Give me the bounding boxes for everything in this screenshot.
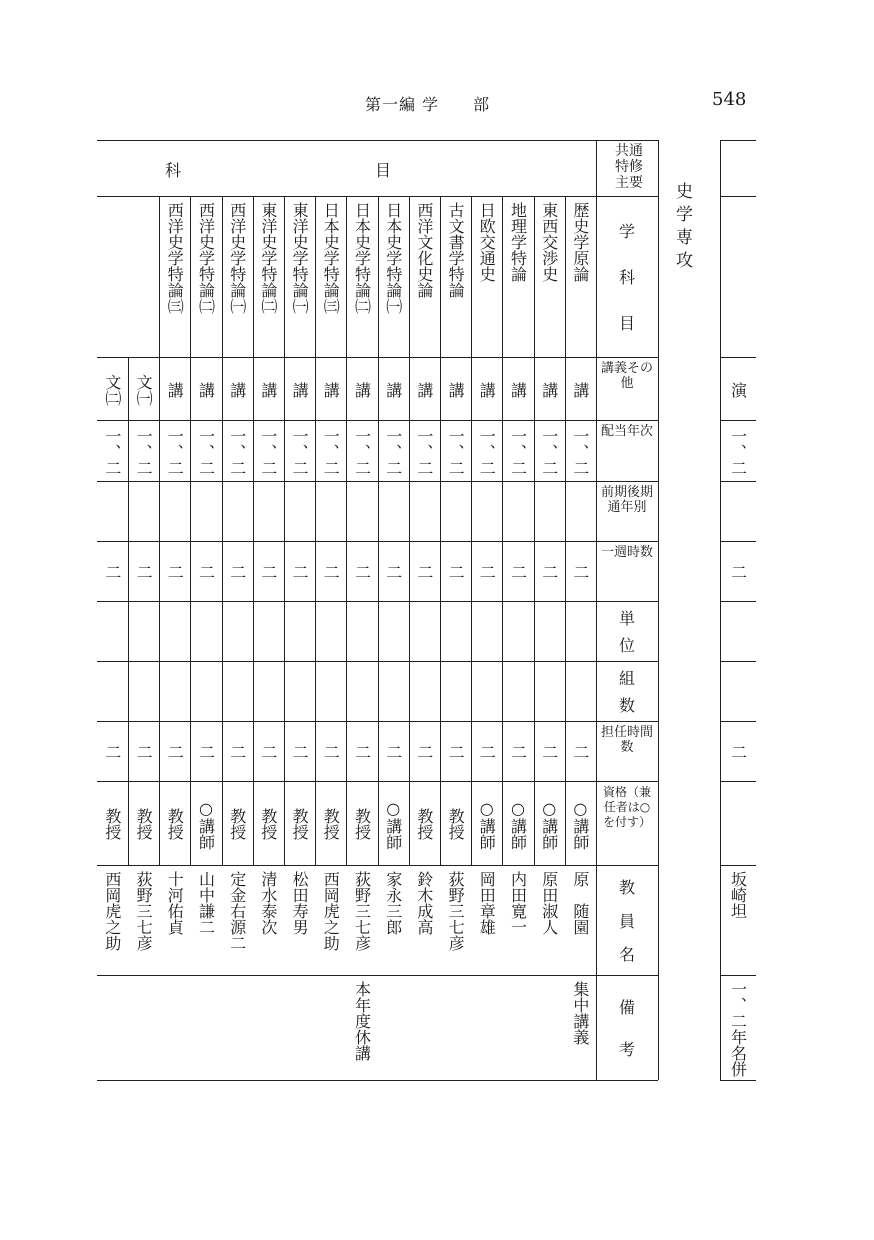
row-type-text: 文㈡ (102, 373, 122, 406)
row-qual-cell (159, 787, 190, 861)
row-year-cell (471, 426, 502, 477)
row-type-cell (128, 363, 159, 416)
row-subject-text: 日欧交通史 (477, 202, 497, 282)
row-subject-text: 日本史学特論㈢ (321, 202, 341, 314)
row-qual-text: 教授 (134, 808, 154, 840)
row-charge-cell (534, 727, 565, 777)
lecture-type-header: 講義その他 (600, 361, 653, 391)
row-teacher-text: 西岡虎之助 (321, 871, 341, 951)
row-subject-cell (315, 202, 346, 353)
row-year-cell (315, 426, 346, 477)
qualification-header: 資格（兼任者は○を付す） (602, 785, 651, 829)
row-type-cell (440, 363, 471, 416)
table-top-rule (97, 140, 658, 141)
side-type-text: 演 (728, 381, 748, 398)
side-teacher-text: 坂崎坦 (728, 871, 748, 919)
row-type-text: 講 (414, 381, 434, 398)
row-type-text: 講 (352, 381, 372, 398)
row-subject-text: 歴史学原論 (570, 202, 590, 282)
row-charge-cell (128, 727, 159, 777)
row-type-text: 講 (383, 381, 403, 398)
row-teacher-cell (565, 871, 596, 971)
row-note-text: 集中講義 (570, 981, 590, 1045)
row-teacher-text: 十河佑貞 (165, 871, 185, 935)
row-qual-text: 教授 (321, 808, 341, 840)
row-hours-cell (502, 547, 533, 597)
row-note-text: 本年度休講 (352, 981, 372, 1061)
row-year-cell (97, 426, 128, 477)
row-teacher-text: 定金右源二 (227, 871, 247, 951)
row-hours-text: 二 (321, 564, 341, 580)
running-head: 第一編 学 部 (365, 95, 491, 114)
row-charge-text: 二 (134, 744, 154, 760)
row-hours-text: 二 (508, 564, 528, 580)
row-charge-text: 二 (539, 744, 559, 760)
side-rule (720, 196, 756, 197)
row-hours-text: 二 (258, 564, 278, 580)
row-qual-cell (97, 787, 128, 861)
category-header-line: 共通 (615, 143, 643, 159)
side-note-cell (720, 981, 756, 1076)
row-charge-cell (346, 727, 377, 777)
side-year-cell (720, 426, 756, 477)
row-year-cell (284, 426, 315, 477)
row-note-cell (565, 981, 596, 1076)
row-type-cell (378, 363, 409, 416)
row-year-cell (378, 426, 409, 477)
table-right-rule (658, 140, 659, 1080)
row-teacher-text: 荻野三七彦 (446, 871, 466, 951)
row-hours-cell (284, 547, 315, 597)
band-rule (97, 975, 658, 976)
side-rule (720, 357, 756, 358)
row-charge-cell (190, 727, 221, 777)
row-type-text: 講 (196, 381, 216, 398)
row-charge-cell (253, 727, 284, 777)
row-subject-text: 東西交渉史 (539, 202, 559, 282)
row-charge-text: 二 (102, 744, 122, 760)
row-qual-text: 教授 (352, 808, 372, 840)
row-type-text: 講 (539, 381, 559, 398)
row-teacher-cell (315, 871, 346, 971)
side-rule (720, 781, 756, 782)
row-hours-text: 二 (102, 564, 122, 580)
row-subject-text: 東洋史学特論㈡ (258, 202, 278, 314)
row-subject-text: 古文書学特論 (446, 202, 466, 298)
row-qual-text: ○講師 (477, 798, 497, 850)
hours-header: 一週時数 (600, 545, 653, 560)
row-charge-text: 二 (477, 744, 497, 760)
teaching-hours-header: 担任時間数 (600, 725, 653, 755)
subject-header-char: 科 (618, 268, 635, 287)
subject-header-char: 学 (618, 222, 635, 241)
row-hours-text: 二 (165, 564, 185, 580)
row-subject-cell (159, 202, 190, 353)
side-rule (720, 541, 756, 542)
row-hours-cell (565, 547, 596, 597)
row-teacher-text: 荻野三七彦 (134, 871, 154, 951)
row-charge-text: 二 (258, 744, 278, 760)
teacher-header (596, 865, 658, 975)
side-hours-cell (720, 547, 756, 597)
row-qual-cell (128, 787, 159, 861)
row-year-cell (253, 426, 284, 477)
row-year-text: 一、二 (165, 427, 185, 476)
row-teacher-text: 原田淑人 (539, 871, 559, 935)
row-teacher-cell (284, 871, 315, 971)
row-hours-cell (97, 547, 128, 597)
row-type-cell (409, 363, 440, 416)
row-year-text: 一、二 (134, 427, 154, 476)
row-subject-cell (440, 202, 471, 353)
groups-header-char: 組 (618, 668, 635, 688)
row-subject-text: 日本史学特論㈠ (383, 202, 403, 314)
row-qual-text: ○講師 (196, 798, 216, 850)
row-type-cell (253, 363, 284, 416)
row-year-cell (190, 426, 221, 477)
row-charge-cell (471, 727, 502, 777)
row-type-cell (315, 363, 346, 416)
row-teacher-cell (346, 871, 377, 971)
groups-header (596, 661, 658, 721)
row-subject-text: 西洋史学特論㈡ (196, 202, 216, 314)
row-subject-text: 日本史学特論㈡ (352, 202, 372, 314)
row-qual-text: 教授 (102, 808, 122, 840)
row-type-text: 講 (508, 381, 528, 398)
row-teacher-cell (159, 871, 190, 971)
row-hours-cell (159, 547, 190, 597)
row-teacher-cell (190, 871, 221, 971)
row-charge-text: 二 (321, 744, 341, 760)
row-qual-text: 教授 (165, 808, 185, 840)
row-year-cell (159, 426, 190, 477)
page-number: 548 (712, 89, 747, 110)
row-qual-text: ○講師 (570, 798, 590, 850)
row-year-cell (128, 426, 159, 477)
row-year-text: 一、二 (102, 427, 122, 476)
row-hours-text: 二 (134, 564, 154, 580)
row-year-cell (534, 426, 565, 477)
row-teacher-cell (534, 871, 565, 971)
row-teacher-text: 荻野三七彦 (352, 871, 372, 951)
row-subject-text: 西洋史学特論㈢ (165, 202, 185, 314)
row-year-cell (565, 426, 596, 477)
row-subject-cell (409, 202, 440, 353)
row-hours-text: 二 (227, 564, 247, 580)
row-year-text: 一、二 (383, 427, 403, 476)
row-charge-cell (378, 727, 409, 777)
row-qual-cell (284, 787, 315, 861)
subject-header-char: 目 (618, 314, 635, 333)
row-subject-cell (502, 202, 533, 353)
row-subject-cell (222, 202, 253, 353)
term-header: 前期後期通年別 (600, 485, 653, 515)
row-qual-text: ○講師 (539, 798, 559, 850)
teacher-header-char: 名 (618, 944, 635, 964)
teacher-header-char: 員 (618, 911, 635, 931)
side-teacher-cell (720, 871, 756, 971)
row-year-cell (222, 426, 253, 477)
row-qual-cell (565, 787, 596, 861)
row-subject-text: 西洋史学特論㈠ (227, 202, 247, 314)
row-teacher-text: 松田寿男 (290, 871, 310, 935)
row-teacher-text: 内田寛一 (508, 871, 528, 935)
side-rule (720, 975, 756, 976)
row-year-text: 一、二 (352, 427, 372, 476)
row-teacher-text: 原 随園 (570, 871, 590, 935)
row-charge-text: 二 (446, 744, 466, 760)
row-teacher-text: 山中謙二 (196, 871, 216, 935)
row-year-text: 一、二 (227, 427, 247, 476)
row-qual-cell (502, 787, 533, 861)
row-teacher-cell (440, 871, 471, 971)
row-hours-cell (378, 547, 409, 597)
row-charge-cell (565, 727, 596, 777)
row-teacher-cell (128, 871, 159, 971)
row-year-cell (502, 426, 533, 477)
side-charge-cell (720, 727, 756, 777)
row-teacher-cell (502, 871, 533, 971)
row-charge-cell (315, 727, 346, 777)
row-type-cell (471, 363, 502, 416)
row-subject-cell (565, 202, 596, 353)
row-charge-cell (97, 727, 128, 777)
row-charge-cell (284, 727, 315, 777)
row-year-cell (440, 426, 471, 477)
row-subject-cell (471, 202, 502, 353)
row-subject-cell (190, 202, 221, 353)
subject-header (596, 196, 658, 357)
row-type-text: 講 (321, 381, 341, 398)
row-type-text: 講 (290, 381, 310, 398)
row-hours-text: 二 (414, 564, 434, 580)
side-rule (720, 601, 756, 602)
row-hours-cell (440, 547, 471, 597)
row-subject-cell (253, 202, 284, 353)
row-year-text: 一、二 (196, 427, 216, 476)
row-year-text: 一、二 (290, 427, 310, 476)
row-teacher-cell (97, 871, 128, 971)
row-qual-cell (409, 787, 440, 861)
row-type-cell (190, 363, 221, 416)
side-type-cell (720, 363, 756, 416)
row-type-cell (502, 363, 533, 416)
row-type-cell (222, 363, 253, 416)
remarks-header-char: 考 (618, 1040, 635, 1060)
row-qual-cell (253, 787, 284, 861)
units-header (596, 601, 658, 661)
row-hours-cell (253, 547, 284, 597)
band-rule (97, 865, 658, 866)
row-charge-cell (222, 727, 253, 777)
row-teacher-text: 鈴木成高 (414, 871, 434, 935)
row-year-text: 一、二 (570, 427, 590, 476)
row-qual-cell (378, 787, 409, 861)
row-year-text: 一、二 (539, 427, 559, 476)
row-type-cell (534, 363, 565, 416)
row-qual-cell (534, 787, 565, 861)
row-type-cell (159, 363, 190, 416)
remarks-header (596, 975, 658, 1080)
row-year-text: 一、二 (414, 427, 434, 476)
row-type-text: 講 (165, 381, 185, 398)
row-year-text: 一、二 (508, 427, 528, 476)
row-teacher-cell (378, 871, 409, 971)
row-type-text: 講 (227, 381, 247, 398)
row-hours-cell (534, 547, 565, 597)
section-label: 史学専攻 (672, 182, 692, 274)
row-charge-text: 二 (508, 744, 528, 760)
row-hours-text: 二 (290, 564, 310, 580)
row-type-text: 講 (570, 381, 590, 398)
row-charge-text: 二 (290, 744, 310, 760)
row-charge-text: 二 (227, 744, 247, 760)
row-qual-cell (190, 787, 221, 861)
table-bottom-rule (97, 1080, 658, 1081)
row-subject-text: 西洋文化史論 (414, 202, 434, 298)
row-type-cell (565, 363, 596, 416)
row-hours-text: 二 (352, 564, 372, 580)
side-year-text: 一、二 (728, 427, 748, 476)
side-rule (720, 721, 756, 722)
row-subject-text: 東洋史学特論㈠ (290, 202, 310, 314)
row-charge-text: 二 (352, 744, 372, 760)
row-year-text: 一、二 (477, 427, 497, 476)
row-type-text: 講 (446, 381, 466, 398)
row-teacher-text: 家永三郎 (383, 871, 403, 935)
row-subject-cell (284, 202, 315, 353)
row-teacher-cell (471, 871, 502, 971)
row-qual-text: 教授 (227, 808, 247, 840)
row-charge-cell (502, 727, 533, 777)
row-hours-text: 二 (539, 564, 559, 580)
row-charge-text: 二 (196, 744, 216, 760)
row-teacher-cell (253, 871, 284, 971)
row-hours-cell (315, 547, 346, 597)
row-qual-cell (346, 787, 377, 861)
row-hours-text: 二 (446, 564, 466, 580)
row-year-text: 一、二 (321, 427, 341, 476)
year-header: 配当年次 (600, 424, 653, 439)
row-year-text: 一、二 (258, 427, 278, 476)
row-qual-cell (222, 787, 253, 861)
side-top-rule (720, 140, 756, 141)
row-type-text: 文㈠ (134, 373, 154, 406)
row-qual-cell (471, 787, 502, 861)
row-note-cell (346, 981, 377, 1076)
row-type-cell (346, 363, 377, 416)
row-subject-cell (346, 202, 377, 353)
row-type-cell (284, 363, 315, 416)
row-hours-cell (409, 547, 440, 597)
row-hours-text: 二 (477, 564, 497, 580)
row-teacher-cell (409, 871, 440, 971)
row-teacher-cell (222, 871, 253, 971)
row-subject-cell (534, 202, 565, 353)
side-bottom-rule (720, 1080, 756, 1081)
row-charge-cell (440, 727, 471, 777)
side-rule (720, 420, 756, 421)
row-hours-cell (128, 547, 159, 597)
category-header (603, 143, 655, 191)
row-qual-cell (440, 787, 471, 861)
category-header-line: 特修 (615, 159, 643, 175)
side-charge-text: 二 (728, 744, 748, 760)
row-hours-cell (471, 547, 502, 597)
kamoku-header-right: 目 (375, 161, 392, 180)
side-rule (720, 865, 756, 866)
row-teacher-text: 清水泰次 (258, 871, 278, 935)
side-note-text: 一、二年名併 (728, 981, 748, 1077)
row-type-cell (97, 363, 128, 416)
units-header-char: 位 (618, 636, 635, 656)
row-hours-cell (222, 547, 253, 597)
remarks-header-char: 備 (618, 997, 635, 1017)
row-hours-text: 二 (570, 564, 590, 580)
side-hours-text: 二 (728, 564, 748, 580)
row-hours-cell (346, 547, 377, 597)
row-charge-text: 二 (383, 744, 403, 760)
row-hours-cell (190, 547, 221, 597)
row-qual-text: ○講師 (383, 798, 403, 850)
row-qual-cell (315, 787, 346, 861)
row-year-text: 一、二 (446, 427, 466, 476)
row-qual-text: ○講師 (508, 798, 528, 850)
row-hours-text: 二 (383, 564, 403, 580)
groups-header-char: 数 (618, 696, 635, 716)
row-subject-text: 地理学特論 (508, 202, 528, 282)
row-qual-text: 教授 (414, 808, 434, 840)
row-hours-text: 二 (196, 564, 216, 580)
row-charge-cell (159, 727, 190, 777)
row-qual-text: 教授 (290, 808, 310, 840)
row-charge-text: 二 (414, 744, 434, 760)
row-charge-cell (409, 727, 440, 777)
side-rule (720, 661, 756, 662)
row-charge-text: 二 (165, 744, 185, 760)
row-type-text: 講 (258, 381, 278, 398)
category-header-line: 主要 (615, 175, 643, 191)
row-teacher-text: 西岡虎之助 (102, 871, 122, 951)
side-rule (720, 481, 756, 482)
row-type-text: 講 (477, 381, 497, 398)
row-qual-text: 教授 (258, 808, 278, 840)
row-qual-text: 教授 (446, 808, 466, 840)
teacher-header-char: 教 (618, 878, 635, 898)
row-year-cell (346, 426, 377, 477)
row-charge-text: 二 (570, 744, 590, 760)
kamoku-header-left: 科 (165, 161, 182, 180)
row-subject-cell (378, 202, 409, 353)
row-year-cell (409, 426, 440, 477)
units-header-char: 単 (618, 608, 635, 628)
row-teacher-text: 岡田章雄 (477, 871, 497, 935)
